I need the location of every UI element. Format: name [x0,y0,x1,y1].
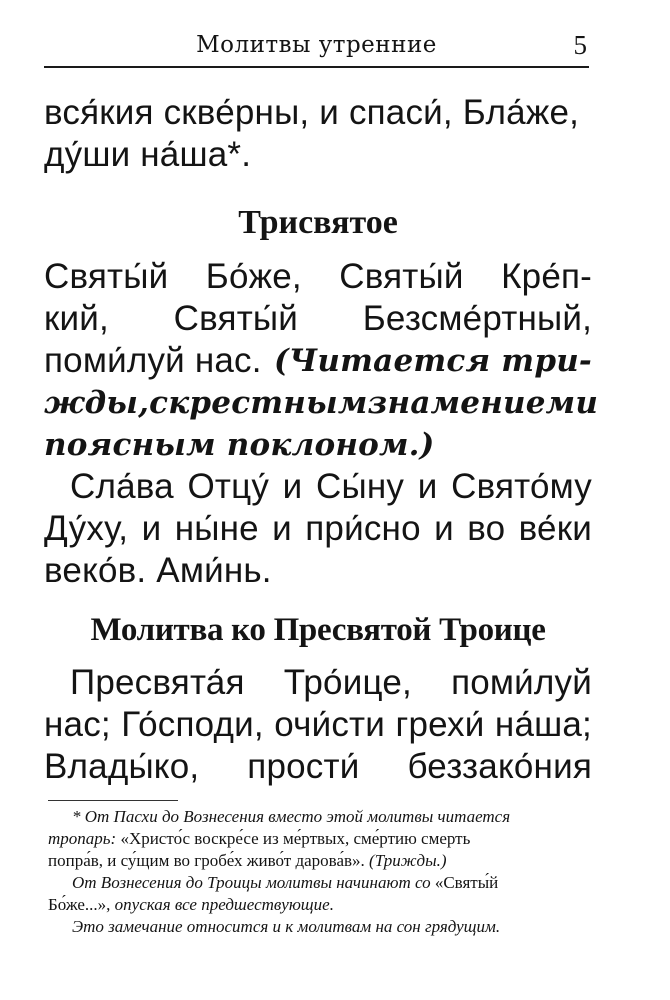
footnote-line: попра́в, и су́щим во гробе́х живо́т дарова́в». (Трижды.) [48,851,447,870]
running-head [44,26,589,68]
trisagion-text [44,256,599,592]
text-line: веко́в. Ами́нь. [44,551,272,590]
footnote-line: тропарь: «Христо́с воскре́се из ме́ртвых, сме́ртию смерть [48,829,471,848]
continuation-text [44,92,592,176]
text-line: Сла́ва Отцу́ и Сы́ну и Свято́му [70,467,592,506]
text-line: Святы́й Бо́же, Святы́й Кре́п- [44,257,592,296]
text-line: поми́луй нас. (Читается три- [44,341,592,380]
text-line: нас; Го́споди, очи́сти грехи́ на́ша; [44,705,592,744]
rubric-text: (Читается три- [274,343,592,379]
footnote-line: Бо́же...», опуская все предшествующие. [48,895,334,914]
footnote [48,806,593,938]
footnote-line: Это замечание относится и к молитвам на сон грядущим. [72,917,501,936]
text-line: кий, Святы́й Безсме́ртный, [44,299,592,338]
page-number: 5 [573,30,587,60]
text-line: Влады́ко, прости́ беззако́ния [44,747,592,786]
trinity-prayer-text [44,662,592,788]
running-title: Молитвы утренние [196,32,437,58]
text-line: ду́ши на́ша*. [44,135,252,174]
footnote-divider [48,800,178,801]
footnote-line: * От Пасхи до Вознесения вместо этой молитвы читается [72,807,511,826]
section-heading-trisagion: Трисвятое [238,204,398,241]
rubric-line: жды, с крестным знамением и [44,385,599,421]
text-line: вся́кия скве́рны, и спаси́, Бла́же, [44,93,580,132]
text-line: Ду́ху, и ны́не и при́сно и во ве́ки [44,509,592,548]
text-line: Пресвята́я Тро́ице, поми́луй [70,663,592,702]
footnote-line: От Вознесения до Троицы молитвы начинают со «Святы́й [72,873,499,892]
rubric-line: поясным поклоном.) [44,427,435,463]
section-heading-trinity: Молитва ко Пресвятой Троице [90,612,546,648]
